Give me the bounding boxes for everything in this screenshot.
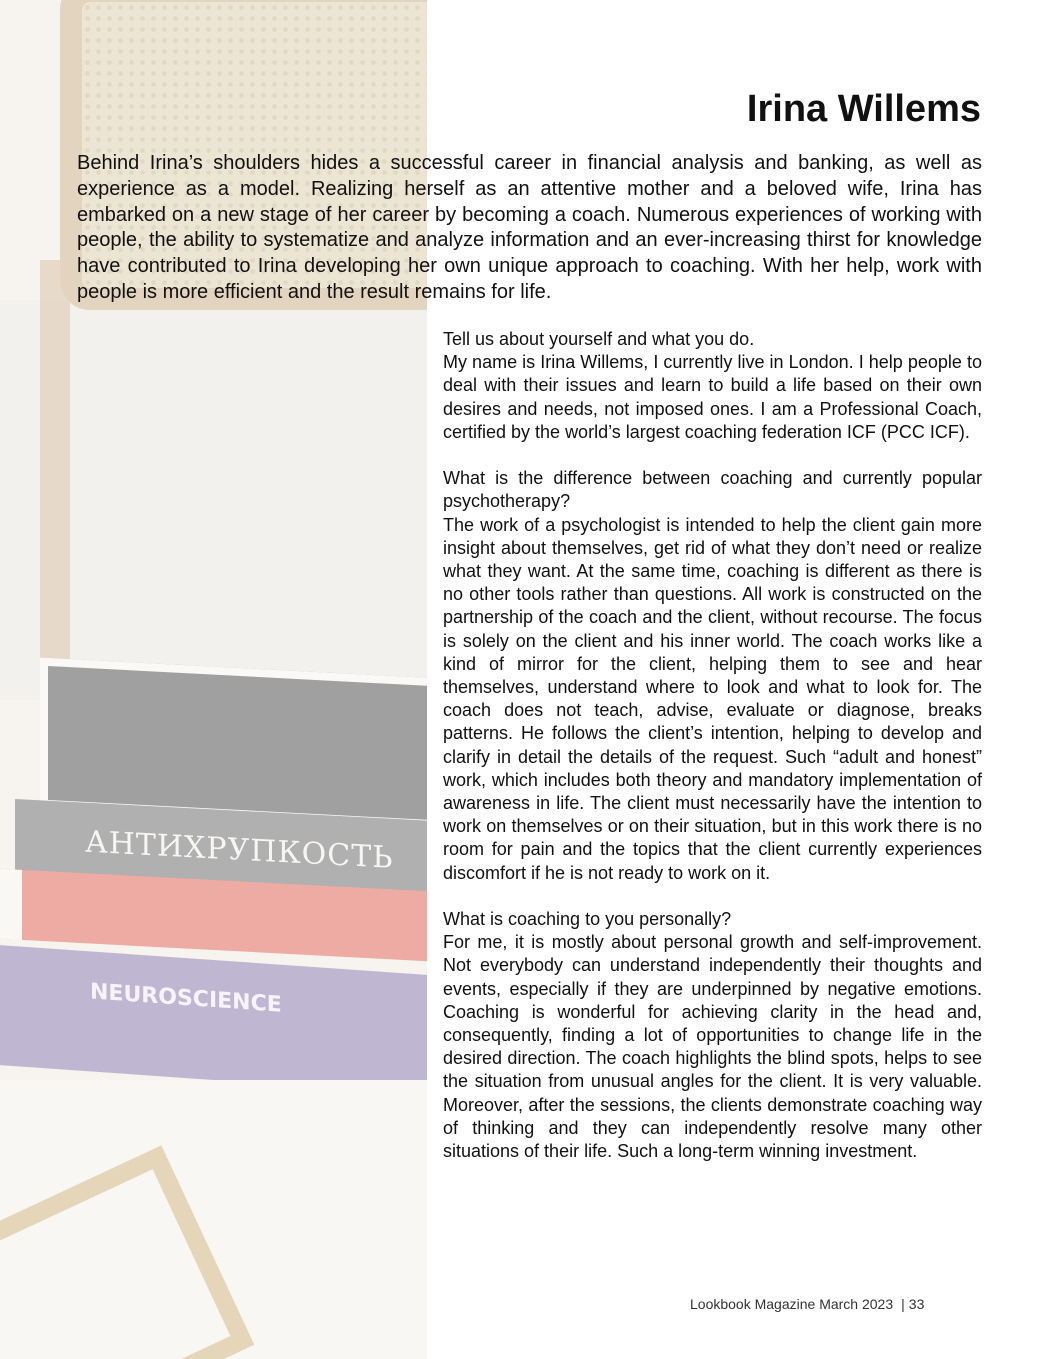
interview-answer: For me, it is mostly about personal growth and self-improvement. Not everybody can understand independently their thoughts and events, especially if they are underpinned by negative emotions. Coaching is wonderful for achieving clarity in the head and, consequently, finding a lot of opportunities to change life in the desired direction. The coach highlights the blind spots, helps to see the situation from unusual angles for the client. It is very valuable. Moreover, after the sessions, the clients demonstrate coaching way of thinking and they can independently resolve many other situations of their life. Such a long-term winning investment. — [443, 932, 982, 1162]
interview-question: Tell us about yourself and what you do. — [443, 329, 755, 349]
interview-question: What is the difference between coaching and currently popular psychotherapy? — [443, 468, 982, 512]
footer-separator: | — [901, 1296, 905, 1312]
article-intro: Behind Irina’s shoulders hides a successful career in financial analysis and banking, as well as experience as a model. Realizing herself as an attentive mother and a beloved wife, Irina has embarked on a new stage of her career by becoming a coach. Numerous experiences of working with people, the ability to systematize and analyze information and an ever-increasing thirst for knowledge have contributed to Irina developing her own unique approach to coaching. With her help, work with people is more efficient and the result remains for life. — [77, 152, 982, 303]
publication-name: Lookbook Magazine March 2023 — [690, 1296, 894, 1312]
interview-item — [443, 908, 982, 1163]
interview-question: What is coaching to you personally? — [443, 909, 732, 930]
interview-item — [443, 467, 982, 885]
article-title: Irina Willems — [746, 88, 981, 130]
interview-column — [443, 328, 982, 1163]
interview-item — [443, 328, 982, 444]
page-footer — [690, 1296, 924, 1312]
interview-answer: My name is Irina Willems, I currently live in London. I help people to deal with their issues and learn to build a life based on their own desires and needs, not imposed ones. I am a Professional Coach, certified by the world’s largest coaching federation ICF (PCC ICF). — [443, 352, 982, 442]
interview-answer: The work of a psychologist is intended to help the client gain more insight about themselves, get rid of what they don’t need or realize what they want. At the same time, coaching is different as there is no other tools rather than questions. All work is constructed on the partnership of the coach and the client, without recourse. The focus is solely on the client and his inner world. The coach works like a kind of mirror for the client, helping them to see and hear themselves, understand where to look and what to look for. The coach does not teach, advise, evaluate or diagnose, breaks patterns. He follows the client’s intention, helping to develop and clarify in detail the details of the request. Such “adult and honest” work, which includes both theory and mandatory implementation of awareness in life. The client must necessarily have the intention to work on themselves or on their situation, but in this work there is no room for pain and the topics that the client currently experiences discomfort if he is not ready to work on it. — [443, 514, 982, 883]
page-number: 33 — [908, 1296, 925, 1312]
